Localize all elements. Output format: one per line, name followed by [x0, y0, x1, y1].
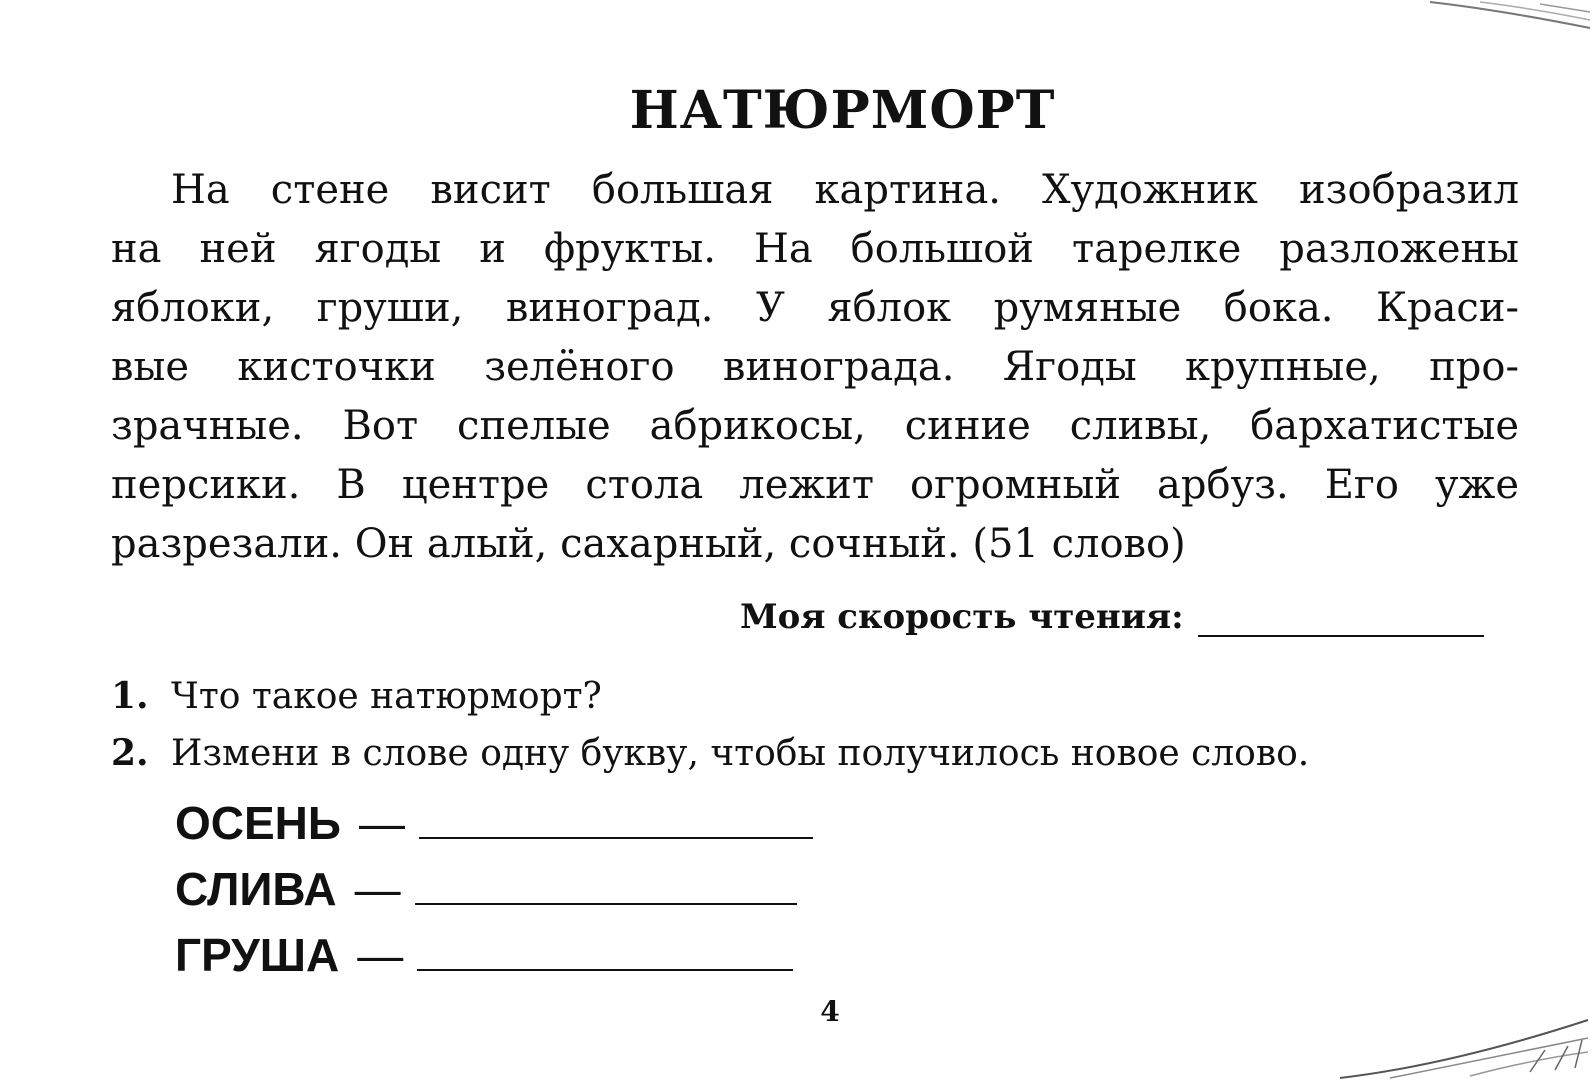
source-word: ОСЕНЬ: [175, 797, 341, 849]
word-task: [175, 790, 813, 856]
question-item: [111, 668, 1531, 725]
source-word: СЛИВА: [175, 863, 337, 915]
question-number: 1.: [111, 675, 149, 717]
dash: —: [354, 863, 401, 915]
questions-list: [111, 668, 1531, 782]
dash: —: [357, 929, 404, 981]
source-word: ГРУША: [175, 929, 340, 981]
reading-speed-blank[interactable]: [1198, 603, 1484, 637]
page-number: 4: [820, 995, 840, 1028]
question-text: Измени в слове одну букву, чтобы получилось новое слово.: [171, 733, 1310, 774]
text-line: зрачные. Вот спелые абрикосы, синие сливы, бархатистые: [111, 403, 1519, 449]
text-line: вые кисточки зелёного винограда. Ягоды крупные, про-: [111, 344, 1519, 390]
answer-blank[interactable]: [419, 807, 813, 839]
question-number: 2.: [111, 732, 149, 774]
reading-speed-label: Моя скорость чтения:: [740, 597, 1184, 637]
text-line: на ней ягоды и фрукты. На большой тарелке разложены: [111, 226, 1519, 272]
text-line: персики. В центре стола лежит огромный арбуз. Его уже: [111, 462, 1519, 508]
word-task-list: [175, 790, 813, 988]
page-edge-top-right: [1420, 0, 1593, 40]
question-item: [111, 725, 1531, 782]
reading-speed: [740, 597, 1484, 637]
reading-text: [111, 161, 1519, 574]
page-title: НАТЮРМОРТ: [629, 80, 1056, 141]
text-line: яблоки, груши, виноград. У яблок румяные бока. Краси-: [111, 285, 1519, 331]
answer-blank[interactable]: [415, 873, 797, 905]
dash: —: [358, 797, 405, 849]
text-line: разрезали. Он алый, сахарный, сочный. (51 слово): [111, 521, 1186, 567]
question-text: Что такое натюрморт?: [171, 676, 602, 717]
word-task: [175, 856, 813, 922]
word-task: [175, 922, 813, 988]
text-line: На стене висит большая картина. Художник изобразил: [171, 167, 1519, 213]
answer-blank[interactable]: [417, 939, 793, 971]
